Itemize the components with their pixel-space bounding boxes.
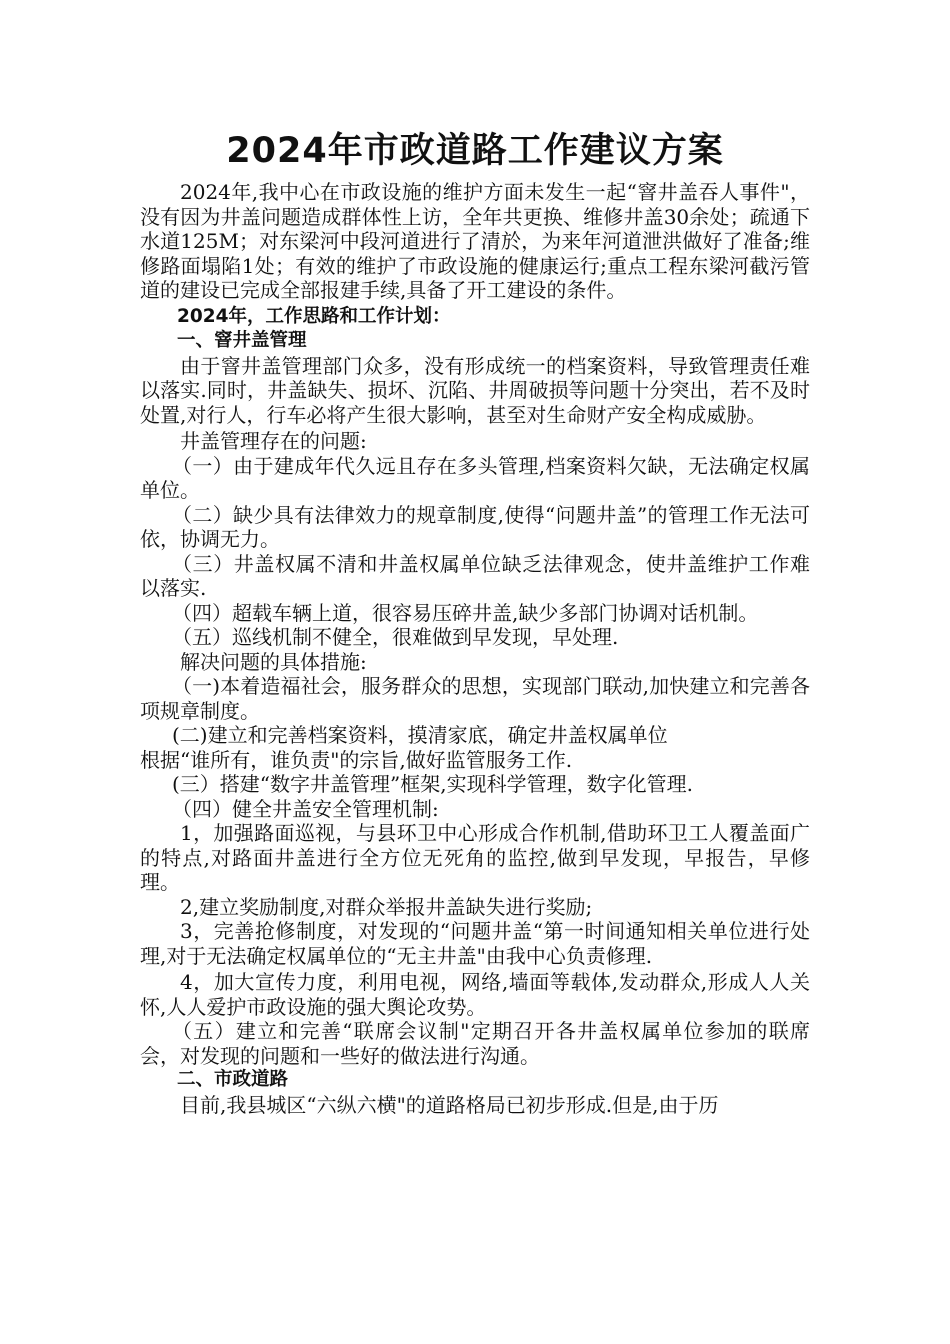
problem-item-5: （五）巡线机制不健全，很难做到早发现，早处理. xyxy=(172,625,619,649)
section2-paragraph: 目前,我县城区“六纵六横"的道路格局已初步形成.但是,由于历 xyxy=(180,1092,719,1117)
problem-item-4: （四）超载车辆上道，很容易压碎井盖,缺少多部门协调对话机制。 xyxy=(172,600,759,625)
problem-item-3: （三）井盖权属不清和井盖权属单位缺乏法律观念，使井盖维护工作难以落实. xyxy=(140,551,810,600)
document-title: 2024年市政道路工作建议方案 xyxy=(226,131,724,171)
measures-heading: 解决问题的具体措施: xyxy=(180,649,367,674)
sub-item-4: 4，加大宣传力度，利用电视，网络,墙面等载体,发动群众,形成人人关怀,人人爱护市政设施的强大舆论攻势。 xyxy=(140,970,810,1019)
intro-paragraph: 2024年,我中心在市政设施的维护方面未发生一起“窨井盖吞人事件"，没有因为井盖问题造成群体性上访，全年共更换、维修井盖30余处；疏通下水道125M；对东梁河中段河道进行了清於，为来年河道泄洪做好了准备;维修路面塌陷1处；有效的维护了市政设施的健康运行;重点工程东梁河截污管道的建设已完成全部报建手续,具备了开工建设的条件。 xyxy=(140,180,810,302)
measure-item-2b: 根据“谁所有，谁负责"的宗旨,做好监管服务工作. xyxy=(140,747,573,772)
plan-heading: 2024年，工作思路和工作计划： xyxy=(177,305,451,327)
section1-paragraph: 由于窨井盖管理部门众多，没有形成统一的档案资料，导致管理责任难以落实.同时，井盖缺失、损坏、沉陷、井周破损等问题十分突出，若不及时处置,对行人，行车必将产生很大影响，甚至对生命财产安全构成威胁。 xyxy=(140,353,810,427)
sub-item-3: 3，完善抢修制度，对发现的“问题井盖“第一时间通知相关单位进行处理,对于无法确定权属单位的“无主井盖"由我中心负责修理. xyxy=(140,919,810,968)
problem-item-2: （二）缺少具有法律效力的规章制度,使得“问题井盖”的管理工作无法可依，协调无力。 xyxy=(140,502,810,551)
section2-heading: 二、市政道路 xyxy=(177,1069,289,1090)
measure-item-4: （四）健全井盖安全管理机制: xyxy=(172,796,439,821)
measure-item-2a: (二)建立和完善档案资料，摸清家底，确定井盖权属单位 xyxy=(172,723,668,747)
sub-item-2: 2,建立奖励制度,对群众举报井盖缺失进行奖励; xyxy=(180,894,593,919)
problems-heading: 井盖管理存在的问题: xyxy=(180,429,367,453)
sub-item-1: 1，加强路面巡视，与县环卫中心形成合作机制,借助环卫工人覆盖面广的特点,对路面井盖进行全方位无死角的监控,做到早发现，早报告，早修理。 xyxy=(140,821,810,894)
measure-item-3: (三）搭建“数字井盖管理”框架,实现科学管理，数字化管理. xyxy=(172,772,693,796)
section1-heading: 一、窨井盖管理 xyxy=(177,330,307,351)
measure-item-5: （五）建立和完善“联席会议制"定期召开各井盖权属单位参加的联席会，对发现的问题和一些好的做法进行沟通。 xyxy=(140,1019,810,1068)
measure-item-1: （一)本着造福社会，服务群众的思想，实现部门联动,加快建立和完善各项规章制度。 xyxy=(140,674,810,723)
problem-item-1: （一）由于建成年代久远且存在多头管理,档案资料欠缺，无法确定权属单位。 xyxy=(140,453,810,502)
